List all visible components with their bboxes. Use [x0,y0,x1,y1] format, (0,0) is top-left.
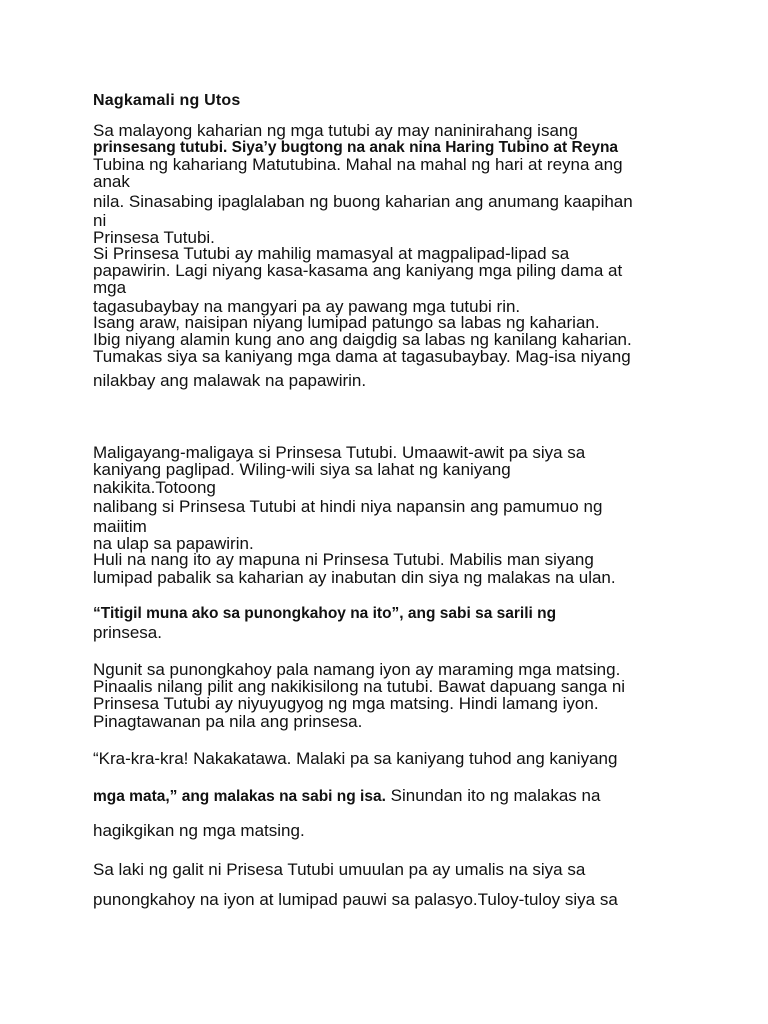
text-line: na ulap sa papawirin. [93,534,254,553]
text-line: Ibig niyang alamin kung ano ang daigdig sa labas ng kanilang kaharian. [93,330,632,349]
text-line: Prinsesa Tutubi. [93,228,215,247]
text-line: “Kra-kra-kra! Nakakatawa. Malaki pa sa kaniyang tuhod ang kaniyang [93,749,618,768]
text-line: Tumakas siya sa kaniyang mga dama at tagasubaybay. Mag-isa niyang [93,347,631,366]
text-segment: Sinundan ito ng malakas na [385,786,601,805]
text-line: maiitim [93,517,147,536]
text-line: Tubina ng kahariang Matutubina. Mahal na mahal ng hari at reyna ang [93,155,623,174]
text-line: nalibang si Prinsesa Tutubi at hindi niya napansin ang pamumuo ng [93,497,603,516]
text-line: Ngunit sa punongkahoy pala namang iyon ay maraming mga matsing. [93,660,621,679]
text-line: Pinaalis nilang pilit ang nakikisilong na tutubi. Bawat dapuang sanga ni [93,677,626,696]
text-line [93,787,600,805]
document-title: Nagkamali ng Utos [93,92,241,109]
text-line: hagikgikan ng mga matsing. [93,821,305,840]
text-line: Si Prinsesa Tutubi ay mahilig mamasyal at magpalipad-lipad sa [93,244,570,263]
text-line: nilakbay ang malawak na papawirin. [93,371,367,390]
text-line: lumipad pabalik sa kaharian ay inabutan din siya ng malakas na ulan. [93,568,616,587]
text-line: Sa laki ng galit ni Prisesa Tutubi umuulan pa ay umalis na siya sa [93,860,586,879]
text-line: Isang araw, naisipan niyang lumipad patungo sa labas ng kaharian. [93,313,600,332]
text-segment-bold: mga mata,” ang malakas na sabi ng isa. [93,788,386,805]
text-line: tagasubaybay na mangyari pa ay pawang mga tutubi rin. [93,297,521,316]
text-line: kaniyang paglipad. Wiling-wili siya sa lahat ng kaniyang [93,460,511,479]
text-line: prinsesang tutubi. Siya’y bugtong na anak nina Haring Tubino at Reyna [93,139,619,156]
text-line: Pinagtawanan pa nila ang prinsesa. [93,712,363,731]
text-line: Maligayang-maligaya si Prinsesa Tutubi. Umaawit-awit pa siya sa [93,443,586,462]
text-line: anak [93,172,130,191]
text-line: papawirin. Lagi niyang kasa-kasama ang kaniyang mga piling dama at [93,261,623,280]
text-line: mga [93,278,127,297]
text-line: punongkahoy na iyon at lumipad pauwi sa palasyo.Tuloy-tuloy siya sa [93,890,618,909]
text-line: nakikita.Totoong [93,478,216,497]
text-line: prinsesa. [93,623,162,642]
text-line: nila. Sinasabing ipaglalaban ng buong kaharian ang anumang kaapihan [93,192,633,211]
text-line: Sa malayong kaharian ng mga tutubi ay may naninirahang isang [93,121,578,140]
text-line: Huli na nang ito ay mapuna ni Prinsesa Tutubi. Mabilis man siyang [93,550,594,569]
text-line: Prinsesa Tutubi ay niyuyugyog ng mga matsing. Hindi lamang iyon. [93,694,599,713]
text-line: ni [93,211,107,230]
text-line: “Titigil muna ako sa punongkahoy na ito”, ang sabi sa sarili ng [93,605,557,622]
